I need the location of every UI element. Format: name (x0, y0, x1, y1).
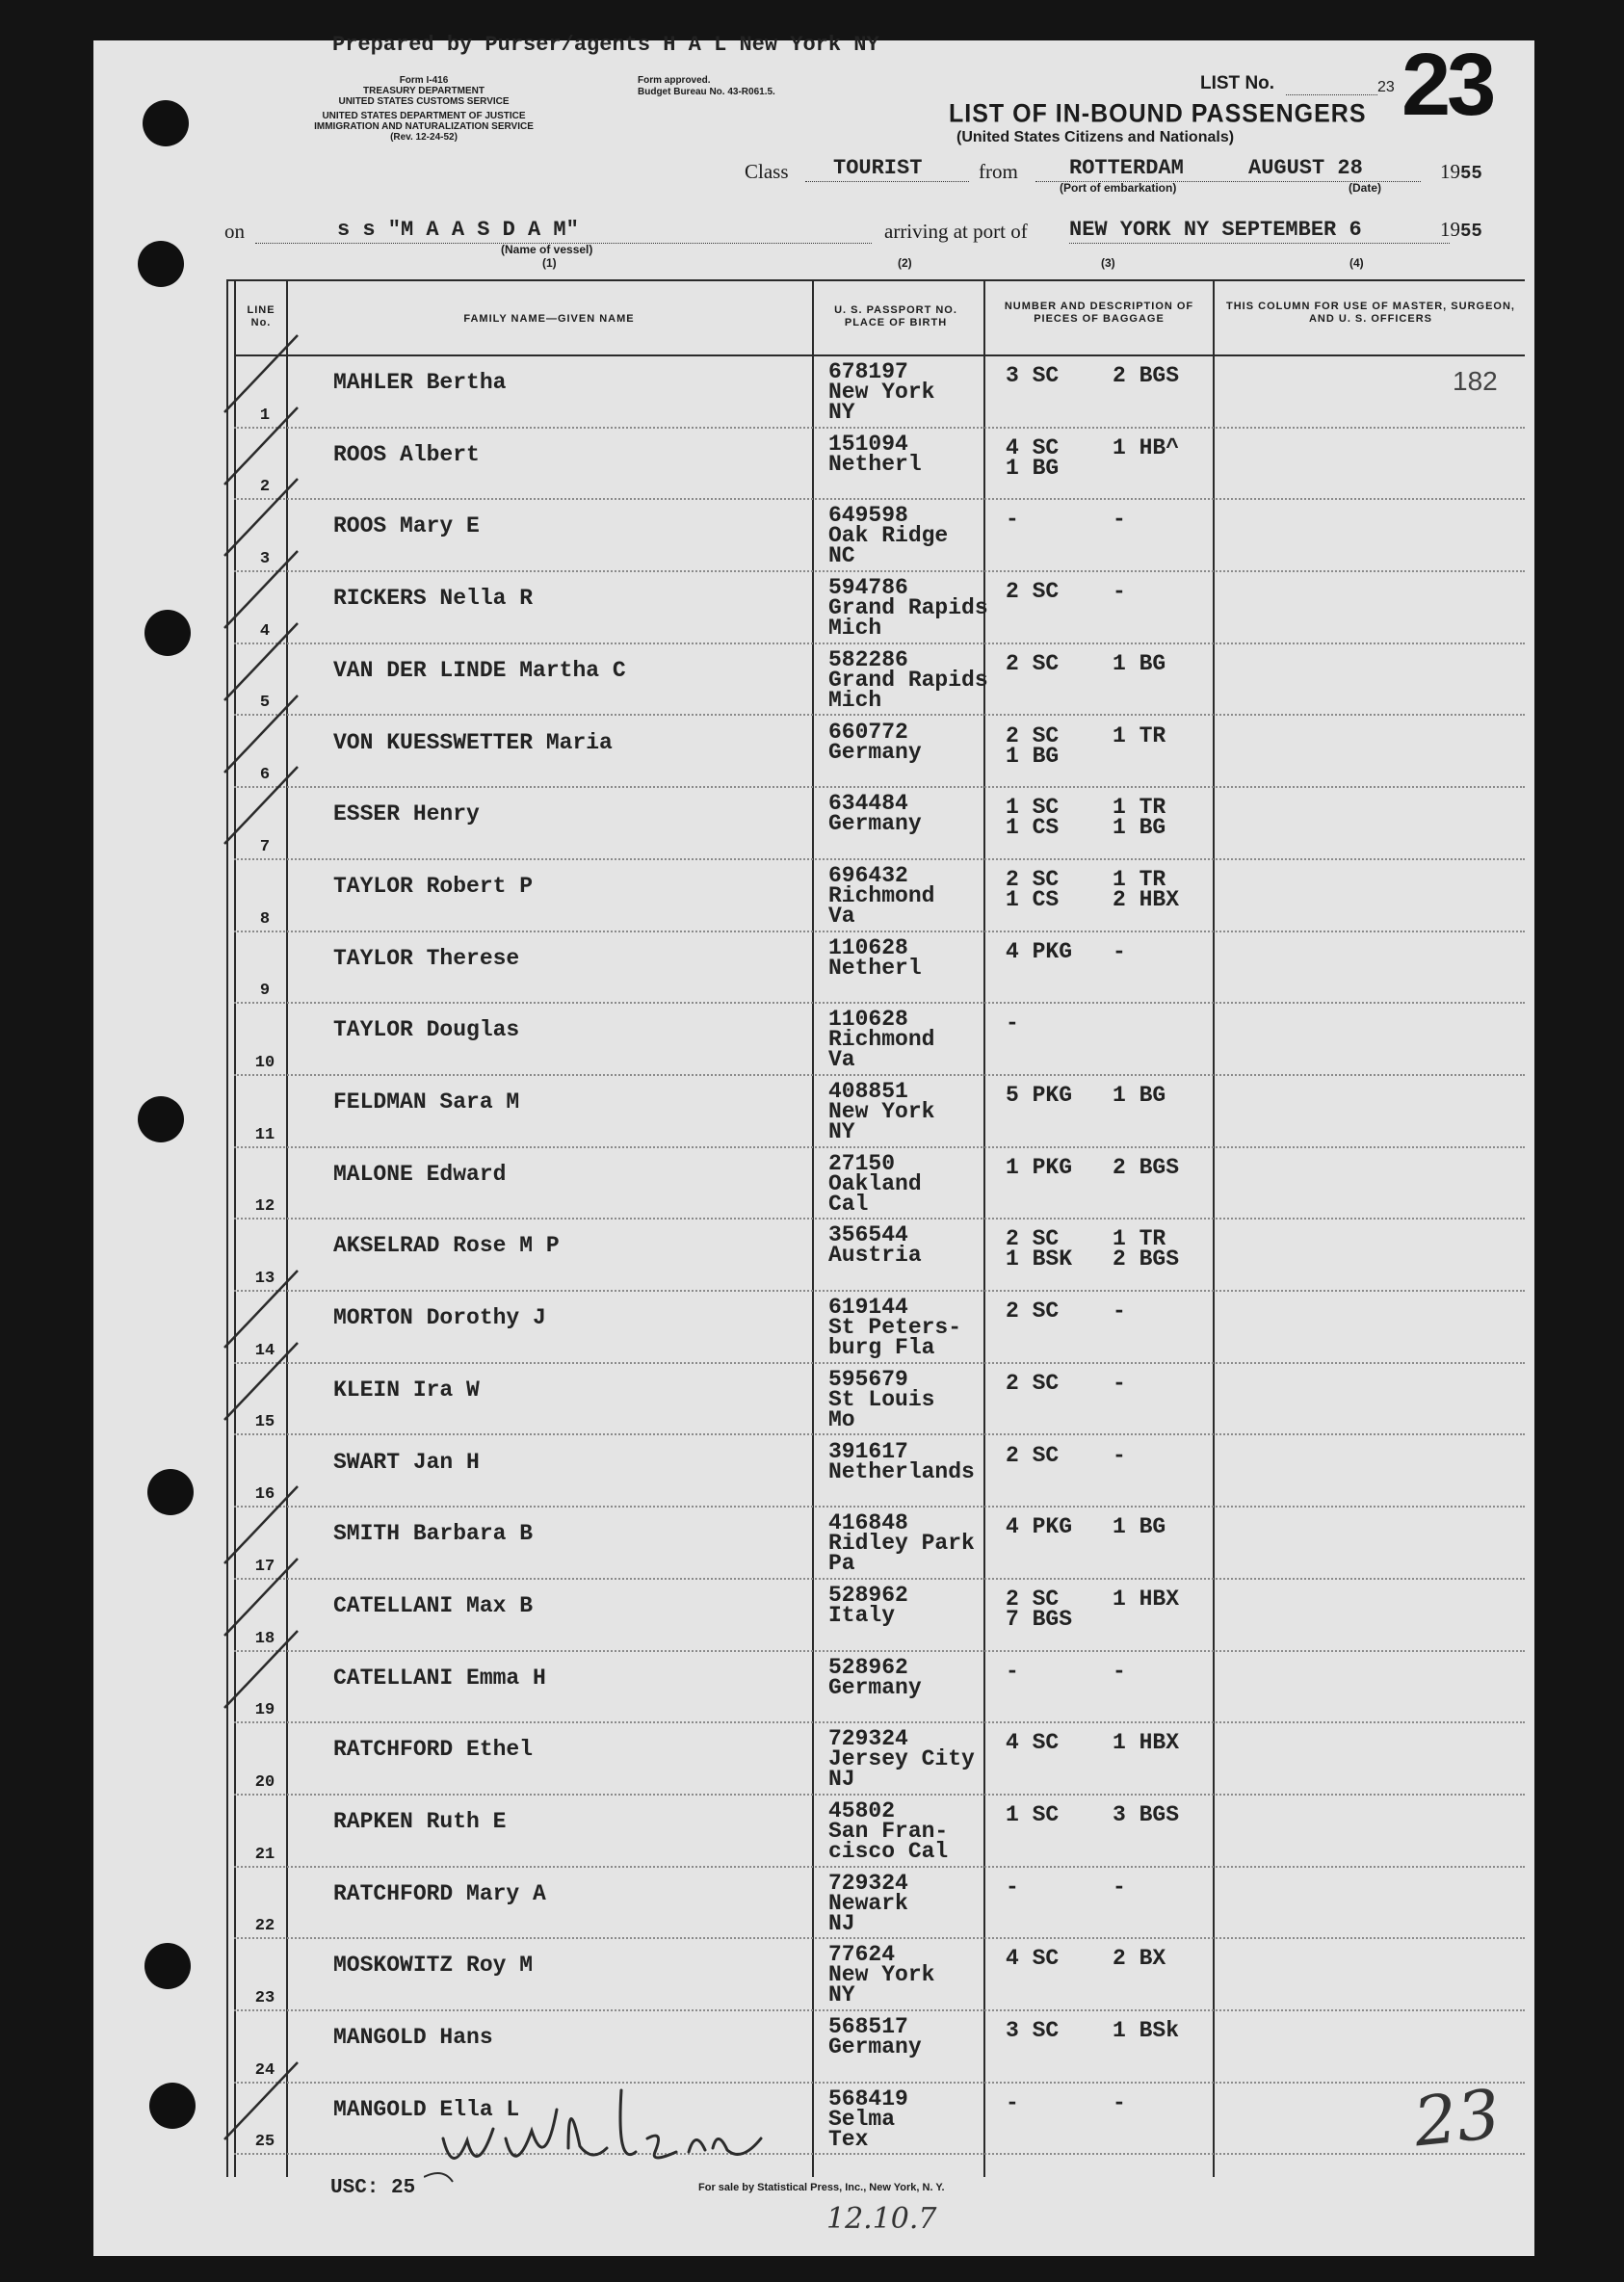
baggage-description: 1 PKG (1006, 1154, 1073, 1180)
dept-of-justice: UNITED STATES DEPARTMENT OF JUSTICE (322, 111, 526, 121)
embark-year-prefix: 19 (1440, 160, 1460, 183)
baggage-description-extra: - (1113, 938, 1126, 964)
list-no-large: 23 (1401, 36, 1493, 134)
table-row (234, 1652, 1525, 1724)
handwritten-page-mark: 23 (1409, 2074, 1505, 2163)
line-number: 7 (259, 837, 271, 856)
passenger-name: ROOS Albert (333, 441, 480, 467)
baggage-description: 2 SC (1006, 650, 1060, 676)
passenger-name: VON KUESSWETTER Maria (333, 729, 613, 755)
passport-birthplace: 619144 St Peters- burg Fla (828, 1295, 962, 1361)
line-number: 16 (254, 1485, 275, 1505)
baggage-description-extra: 1 TR 2 HBX (1113, 866, 1180, 912)
col-num-3: (3) (1101, 256, 1115, 270)
passport-birthplace: 528962 Germany (828, 1654, 922, 1700)
passport-birthplace: 696432 Richmond Va (828, 862, 935, 929)
table-row (234, 429, 1525, 501)
arrival-underline (1069, 243, 1450, 244)
baggage-description-extra: 1 BSk (1113, 2018, 1180, 2044)
passport-birthplace: 27150 Oakland Cal (828, 1150, 922, 1217)
col-header-officers: THIS COLUMN FOR USE OF MASTER, SURGEON, AND U. S. OFFICERS (1226, 301, 1515, 325)
baggage-description-extra: - (1113, 507, 1126, 533)
table-row (234, 644, 1525, 717)
baggage-description: - (1006, 2089, 1019, 2115)
vessel-name: s s "M A A S D A M" (337, 218, 579, 242)
baggage-description: 1 SC (1006, 1802, 1060, 1827)
table-row (234, 1004, 1525, 1076)
line-number: 19 (254, 1701, 275, 1720)
baggage-description: 2 SC 1 BSK (1006, 1226, 1073, 1272)
arriving-label: arriving at port of (884, 220, 1028, 243)
baggage-description: 3 SC (1006, 2018, 1060, 2044)
passport-birthplace: 416848 Ridley Park Pa (828, 1510, 975, 1577)
baggage-description-extra: 3 BGS (1113, 1802, 1180, 1827)
passenger-name: CATELLANI Emma H (333, 1665, 546, 1691)
line-number: 5 (259, 694, 271, 713)
baggage-description-extra: - (1113, 1298, 1126, 1325)
line-number: 11 (254, 1125, 275, 1144)
class-value: TOURIST (833, 156, 923, 180)
passenger-name: MOSKOWITZ Roy M (333, 1953, 534, 1979)
passenger-name: VAN DER LINDE Martha C (333, 657, 626, 683)
punch-hole (138, 241, 184, 287)
passport-birthplace: 729324 Jersey City NJ (828, 1726, 975, 1793)
table-row (234, 1076, 1525, 1148)
baggage-description: 1 SC 1 CS (1006, 795, 1060, 841)
line-number: 23 (254, 1989, 275, 2008)
baggage-description-extra: 1 TR 1 BG (1113, 795, 1166, 841)
passport-birthplace: 391617 Netherlands (828, 1438, 975, 1484)
baggage-description: - (1006, 1010, 1019, 1036)
handwritten-note: 12.10.7 (826, 2202, 937, 2236)
baggage-description: 4 SC (1006, 1946, 1060, 1972)
baggage-description-extra: 1 BG (1113, 650, 1166, 676)
col-num-2: (2) (898, 256, 912, 270)
baggage-description-extra: 1 TR 2 BGS (1113, 1226, 1180, 1272)
printer-credit: For sale by Statistical Press, Inc., New York, N. Y. (698, 2182, 945, 2193)
baggage-description-extra: 1 BG (1113, 1083, 1166, 1108)
table-row (234, 1868, 1525, 1940)
line-number: 22 (254, 1917, 275, 1936)
table-top-rule (226, 279, 1525, 281)
arrival-year-prefix: 19 (1440, 218, 1460, 241)
port-caption: (Port of embarkation) (1060, 181, 1177, 195)
passenger-name: MANGOLD Ella L (333, 2096, 520, 2122)
table-row (234, 717, 1525, 789)
baggage-description-extra: 2 BX (1113, 1946, 1166, 1972)
line-number: 13 (254, 1270, 275, 1289)
col-num-1: (1) (542, 256, 557, 270)
passport-birthplace: 634484 Germany (828, 791, 922, 837)
treasury-department: TREASURY DEPARTMENT (363, 86, 485, 96)
baggage-description: 4 SC (1006, 1730, 1060, 1756)
on-label: on (224, 220, 245, 243)
punch-hole (144, 1943, 191, 1989)
baggage-description: 2 SC (1006, 1298, 1060, 1325)
baggage-description: 5 PKG (1006, 1083, 1073, 1108)
baggage-description: 4 PKG (1006, 1514, 1073, 1540)
baggage-description-extra: - (1113, 1658, 1126, 1684)
line-number: 1 (259, 406, 271, 425)
table-row (234, 356, 1525, 429)
passport-birthplace: 660772 Germany (828, 719, 922, 765)
baggage-description-extra: - (1113, 1442, 1126, 1468)
table-row (234, 1220, 1525, 1292)
baggage-description: 2 SC 1 BG (1006, 722, 1060, 769)
table-row (234, 1580, 1525, 1652)
passport-birthplace: 595679 St Louis Mo (828, 1366, 935, 1432)
baggage-description: 2 SC (1006, 1370, 1060, 1396)
table-row (234, 1796, 1525, 1868)
table-row (234, 1148, 1525, 1220)
line-number: 10 (254, 1053, 275, 1072)
baggage-description: 3 SC (1006, 363, 1060, 388)
form-subtitle: (United States Citizens and Nationals) (956, 129, 1235, 145)
line-number: 2 (259, 478, 271, 497)
form-approved: Form approved. (638, 75, 711, 86)
officer-note: 182 (1453, 366, 1498, 396)
passenger-name: AKSELRAD Rose M P (333, 1233, 560, 1259)
table-row (234, 860, 1525, 932)
baggage-description: 2 SC (1006, 1442, 1060, 1468)
passenger-name: MANGOLD Hans (333, 2025, 493, 2051)
class-underline (805, 181, 969, 182)
passenger-name: MORTON Dorothy J (333, 1305, 546, 1331)
customs-service: UNITED STATES CUSTOMS SERVICE (338, 96, 510, 107)
passenger-name: RAPKEN Ruth E (333, 1809, 507, 1834)
table-row (234, 500, 1525, 572)
line-number: 9 (259, 982, 271, 1001)
col-header-name: FAMILY NAME—GIVEN NAME (463, 313, 635, 325)
baggage-description: 4 PKG (1006, 938, 1073, 964)
punch-hole (144, 610, 191, 656)
line-number: 3 (259, 550, 271, 569)
baggage-description-extra: 1 BG (1113, 1514, 1166, 1540)
baggage-description-extra: - (1113, 1874, 1126, 1900)
passenger-name: ROOS Mary E (333, 513, 480, 539)
usc-count: USC: 25 (330, 2177, 416, 2199)
from-label: from (979, 160, 1018, 183)
check-mark-icon (223, 759, 309, 846)
table-row (234, 1508, 1525, 1580)
baggage-description-extra: 1 HB^ (1113, 434, 1180, 460)
line-number: 4 (259, 621, 271, 641)
baggage-description: 2 SC 1 CS (1006, 866, 1060, 912)
passenger-name: CATELLANI Max B (333, 1592, 534, 1618)
passenger-name: RATCHFORD Ethel (333, 1737, 534, 1763)
embark-date: AUGUST 28 (1248, 156, 1363, 180)
passenger-name: MALONE Edward (333, 1161, 507, 1187)
form-revision: (Rev. 12-24-52) (390, 132, 458, 143)
col-header-passport: U. S. PASSPORT NO. PLACE OF BIRTH (834, 304, 957, 328)
baggage-description-extra: 2 BGS (1113, 363, 1180, 388)
passport-birthplace: 408851 New York NY (828, 1079, 935, 1144)
col-num-4: (4) (1349, 256, 1364, 270)
table-row (234, 788, 1525, 860)
table-row (234, 572, 1525, 644)
col-header-baggage: NUMBER AND DESCRIPTION OF PIECES OF BAGGAGE (1004, 301, 1194, 325)
baggage-description: - (1006, 507, 1019, 533)
passenger-name: SMITH Barbara B (333, 1521, 534, 1547)
baggage-description-extra: 1 HBX (1113, 1586, 1180, 1612)
list-no-underline (1286, 94, 1377, 95)
baggage-description: 2 SC (1006, 579, 1060, 605)
vessel-caption: (Name of vessel) (501, 243, 593, 256)
check-mark-icon (223, 1335, 309, 1422)
punch-hole (138, 1096, 184, 1142)
form-number: Form I-416 (399, 75, 449, 86)
date-caption: (Date) (1349, 181, 1382, 195)
embark-year (1440, 160, 1482, 184)
line-number: 14 (254, 1341, 275, 1360)
baggage-description-extra: 1 HBX (1113, 1730, 1180, 1756)
table-row (234, 1436, 1525, 1508)
passport-birthplace: 582286 Grand Rapids Mich (828, 646, 988, 713)
passport-birthplace: 528962 Italy (828, 1582, 908, 1628)
passport-birthplace: 649598 Oak Ridge NC (828, 503, 949, 569)
passport-birthplace: 568419 Selma Tex (828, 2085, 908, 2152)
baggage-description: - (1006, 1874, 1019, 1900)
passport-birthplace: 77624 New York NY (828, 1942, 935, 2008)
passenger-name: RATCHFORD Mary A (333, 1880, 546, 1906)
table-row (234, 1292, 1525, 1364)
passenger-name: FELDMAN Sara M (333, 1089, 520, 1115)
line-number: 18 (254, 1629, 275, 1648)
passport-birthplace: 594786 Grand Rapids Mich (828, 575, 988, 642)
passport-birthplace: 678197 New York NY (828, 359, 935, 425)
form-block (231, 75, 616, 143)
line-number: 17 (254, 1557, 275, 1576)
passenger-name: KLEIN Ira W (333, 1377, 480, 1403)
handwritten-signature (424, 2071, 771, 2196)
passport-birthplace: 568517 Germany (828, 2014, 922, 2060)
table-row (234, 1364, 1525, 1436)
baggage-description: 4 SC 1 BG (1006, 434, 1060, 481)
passport-birthplace: 151094 Netherl (828, 431, 922, 477)
baggage-description-extra: - (1113, 1370, 1126, 1396)
form-title: LIST OF IN-BOUND PASSENGERS (949, 98, 1367, 129)
baggage-description: 2 SC 7 BGS (1006, 1586, 1073, 1632)
check-mark-icon (223, 1623, 309, 1710)
class-label: Class (745, 160, 789, 183)
passenger-name: SWART Jan H (333, 1449, 480, 1475)
baggage-description: - (1006, 1658, 1019, 1684)
port-of-embarkation: ROTTERDAM (1069, 156, 1184, 180)
passport-birthplace: 110628 Richmond Va (828, 1007, 935, 1073)
arrival-port: NEW YORK NY SEPTEMBER 6 (1069, 218, 1362, 242)
punch-hole (143, 100, 189, 146)
line-number: 20 (254, 1772, 275, 1792)
immigration-service: IMMIGRATION AND NATURALIZATION SERVICE (314, 121, 534, 132)
passenger-name: ESSER Henry (333, 801, 480, 827)
budget-bureau: Budget Bureau No. 43-R061.5. (638, 87, 775, 97)
passenger-name: TAYLOR Robert P (333, 873, 534, 899)
embark-year-suffix: 55 (1460, 163, 1482, 184)
baggage-description-extra: - (1113, 579, 1126, 605)
passport-birthplace: 729324 Newark NJ (828, 1870, 908, 1936)
col-header-line-no: LINE No. (247, 304, 275, 328)
baggage-description-extra: 1 TR (1113, 722, 1166, 748)
arrival-year (1440, 218, 1482, 242)
passenger-name: TAYLOR Douglas (333, 1017, 520, 1043)
passport-birthplace: 110628 Netherl (828, 934, 922, 981)
table-row (234, 932, 1525, 1005)
passenger-name: RICKERS Nella R (333, 586, 534, 612)
table-row (234, 1723, 1525, 1796)
baggage-description-extra: - (1113, 2089, 1126, 2115)
line-number: 24 (254, 2060, 275, 2080)
passport-birthplace: 356544 Austria (828, 1222, 922, 1269)
line-number: 12 (254, 1197, 275, 1217)
arrival-year-suffix: 55 (1460, 221, 1482, 242)
prepared-by-line: Prepared by Purser/agents H A L New York NY (332, 33, 879, 57)
line-number: 15 (254, 1413, 275, 1432)
passenger-name: MAHLER Bertha (333, 370, 507, 395)
list-no-label: LIST No. (1200, 73, 1275, 93)
baggage-description-extra: 2 BGS (1113, 1154, 1180, 1180)
line-number: 6 (259, 766, 271, 785)
line-number: 8 (259, 909, 271, 929)
table-row (234, 1939, 1525, 2011)
check-mark-icon (223, 2055, 309, 2141)
list-no-small: 23 (1377, 79, 1395, 95)
punch-hole (149, 2083, 196, 2129)
line-number: 21 (254, 1845, 275, 1864)
punch-hole (147, 1469, 194, 1515)
passenger-name: TAYLOR Therese (333, 945, 520, 971)
passport-birthplace: 45802 San Fran- cisco Cal (828, 1798, 949, 1864)
line-number: 25 (254, 2133, 275, 2152)
